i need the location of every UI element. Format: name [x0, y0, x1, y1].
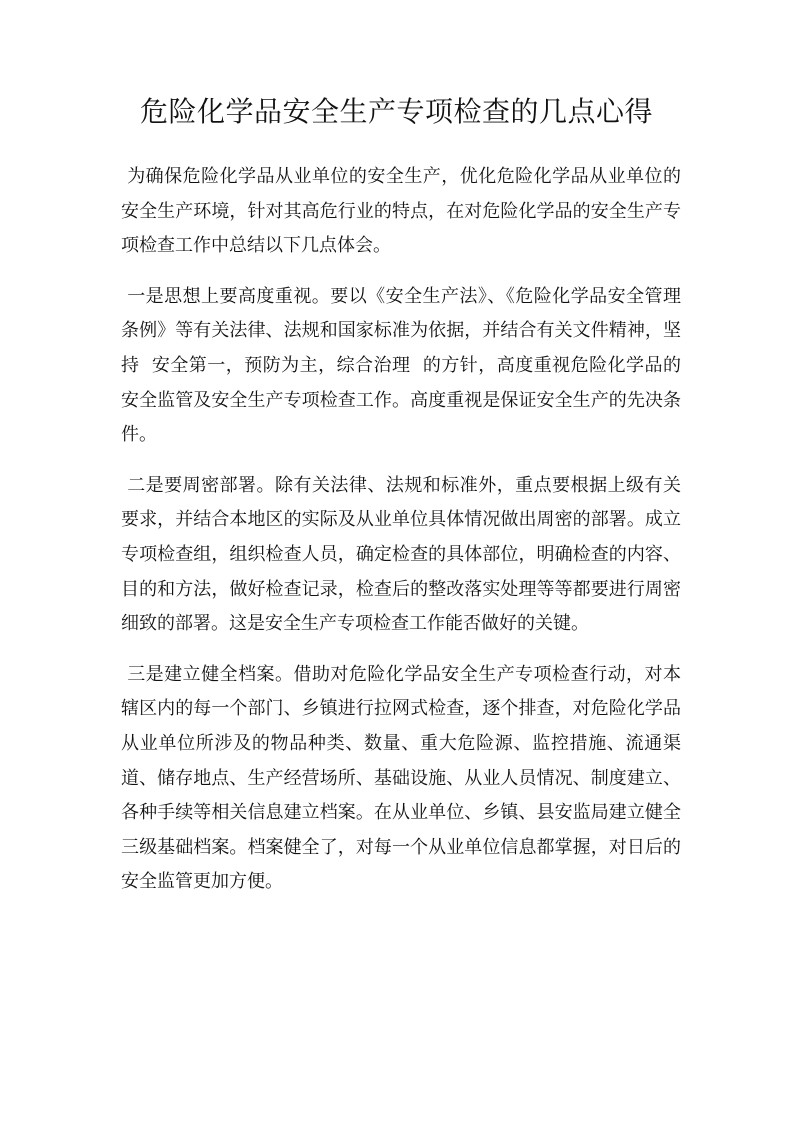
page-title: 危险化学品安全生产专项检查的几点心得: [139, 95, 653, 128]
paragraph-point-three: 三是建立健全档案。借助对危险化学品安全生产专项检查行动，对本辖区内的每一个部门、乡镇进行拉网式检查，逐个排查，对危险化学品从业单位所涉及的物品种类、数量、重大危险源、监控措施、流通渠道、储存地点、生产经营场所、基础设施、从业人员情况、制度建立、各种手续等相关信息建立档案。在从业单位、乡镇、县安监局建立健全三级基础档案。档案健全了，对每一个从业单位信息都掌握，对日后的安全监管更加方便。: [121, 663, 681, 893]
document-body: [121, 160, 681, 916]
paragraph-intro: 为确保危险化学品从业单位的安全生产，优化危险化学品从业单位的安全生产环境，针对其高危行业的特点，在对危险化学品的安全生产专项检查工作中总结以下几点体会。: [121, 166, 681, 257]
paragraph-point-one: 一是思想上要高度重视。要以《安全生产法》、《危险化学品安全管理条例》等有关法律、法规和国家标准为依据，并结合有关文件精神，坚持 安全第一，预防为主，综合治理 的方针，高度重视危险化学品的安全监管及安全生产专项检查工作。高度重视是保证安全生产的先决条件。: [121, 285, 681, 446]
paragraph-point-two: 二是要周密部署。除有关法律、法规和标准外，重点要根据上级有关要求，并结合本地区的实际及从业单位具体情况做出周密的部署。成立专项检查组，组织检查人员，确定检查的具体部位，明确检查的内容、目的和方法，做好检查记录，检查后的整改落实处理等等都要进行周密细致的部署。这是安全生产专项检查工作能否做好的关键。: [121, 474, 681, 635]
